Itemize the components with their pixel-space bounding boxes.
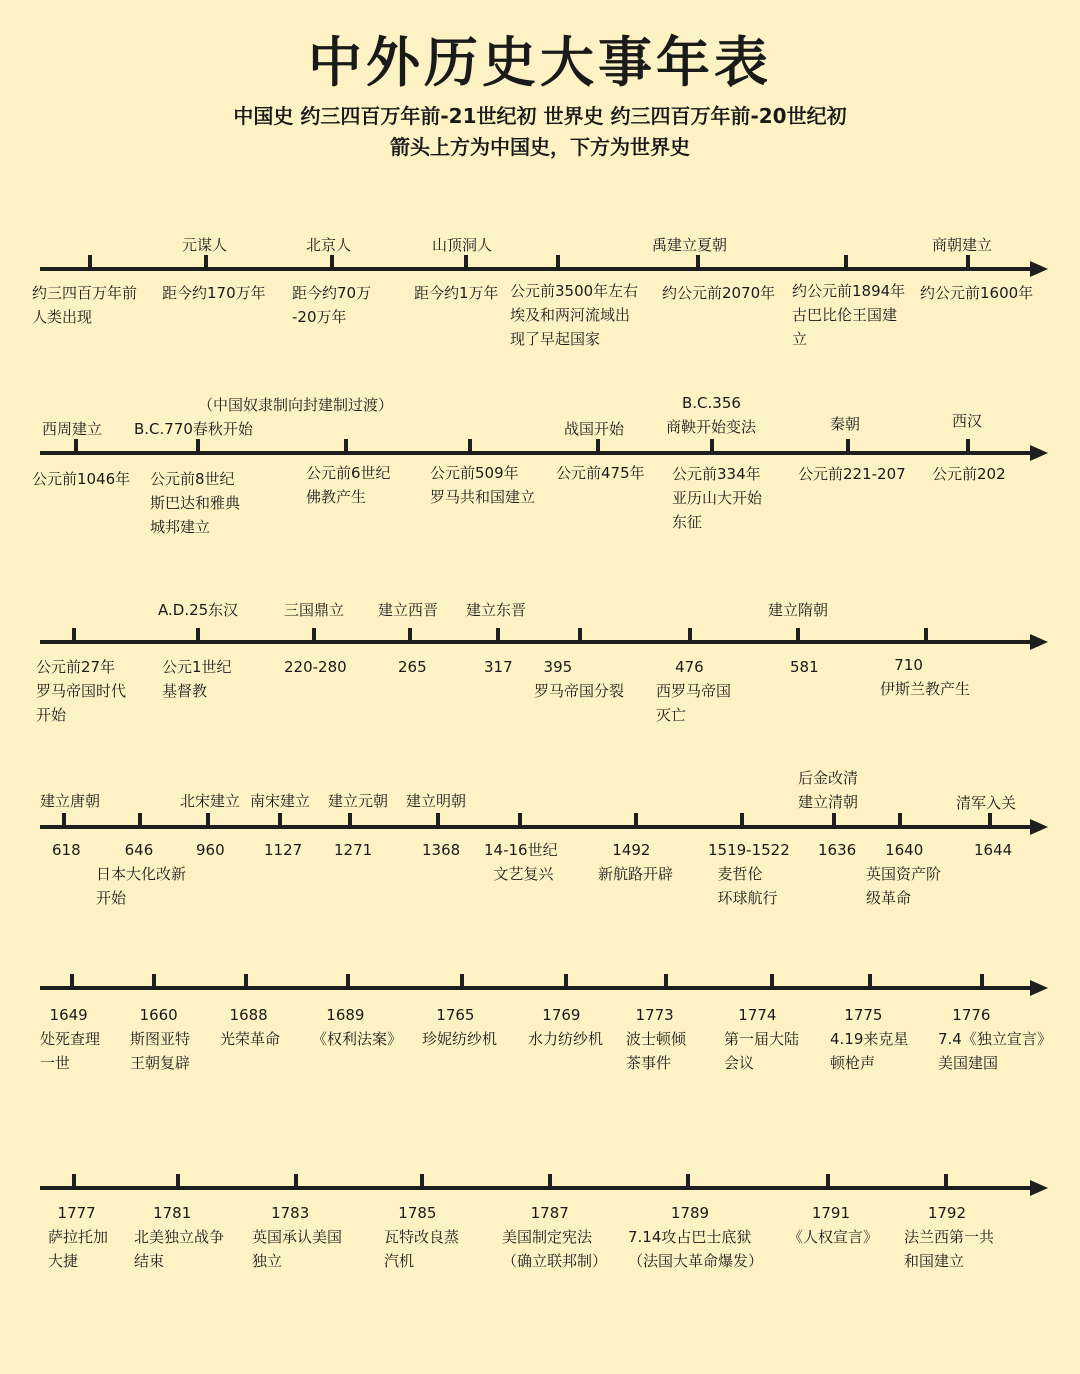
event-label: 公元前8世纪 斯巴达和雅典 城邦建立 bbox=[150, 470, 241, 536]
event-label: 清军入关 bbox=[956, 794, 1017, 812]
timeline-axis bbox=[40, 640, 1032, 644]
subtitle-legend: 箭头上方为中国史，下方为世界史 bbox=[390, 135, 690, 159]
timeline-tick bbox=[152, 974, 156, 988]
timeline-axis bbox=[40, 451, 1032, 455]
timeline-tick bbox=[868, 974, 872, 988]
timeline-tick bbox=[578, 628, 582, 642]
event-label: 1765 珍妮纺纱机 bbox=[422, 1006, 498, 1048]
event-label: 960 bbox=[196, 841, 225, 859]
arrow-head-icon bbox=[1030, 634, 1048, 650]
timeline-tick bbox=[344, 439, 348, 453]
event-label: 476 西罗马帝国 灭亡 bbox=[656, 658, 732, 724]
timeline-tick bbox=[70, 974, 74, 988]
event-label: （中国奴隶制向封建制过渡） bbox=[198, 396, 394, 414]
event-label: 220-280 bbox=[284, 658, 347, 676]
event-label: 建立东晋 bbox=[466, 601, 527, 619]
timeline-tick bbox=[346, 974, 350, 988]
arrow-head-icon bbox=[1030, 980, 1048, 996]
event-label: 1492 新航路开辟 bbox=[598, 841, 674, 883]
timeline-tick bbox=[196, 439, 200, 453]
event-label: B.C.770春秋开始 bbox=[134, 420, 253, 438]
timeline-tick bbox=[348, 813, 352, 827]
timeline-tick bbox=[832, 813, 836, 827]
timeline-tick bbox=[408, 628, 412, 642]
timeline-tick bbox=[88, 255, 92, 269]
timeline-tick bbox=[74, 439, 78, 453]
event-label: 646 日本大化改新 开始 bbox=[96, 841, 187, 907]
event-label: 南宋建立 bbox=[250, 792, 311, 810]
event-label: 1773 波士顿倾 茶事件 bbox=[626, 1006, 687, 1072]
arrow-head-icon bbox=[1030, 819, 1048, 835]
event-label: 北宋建立 bbox=[180, 792, 241, 810]
event-label: 山顶洞人 bbox=[432, 236, 493, 254]
timeline-tick bbox=[244, 974, 248, 988]
event-label: 317 bbox=[484, 658, 513, 676]
event-label: 约公元前1600年 bbox=[920, 284, 1034, 302]
event-label: 581 bbox=[790, 658, 819, 676]
timeline-axis bbox=[40, 986, 1032, 990]
timeline-tick bbox=[770, 974, 774, 988]
timeline-tick bbox=[460, 974, 464, 988]
event-label: 710 伊斯兰教产生 bbox=[880, 656, 971, 698]
timeline-tick bbox=[436, 813, 440, 827]
timeline-tick bbox=[686, 1174, 690, 1188]
timeline-tick bbox=[564, 974, 568, 988]
timeline-tick bbox=[634, 813, 638, 827]
timeline-axis bbox=[40, 267, 1032, 271]
timeline-tick bbox=[518, 813, 522, 827]
timeline-tick bbox=[464, 255, 468, 269]
event-label: 公元1世纪 基督教 bbox=[162, 658, 232, 700]
event-label: 1519-1522 麦哲伦 环球航行 bbox=[708, 841, 790, 907]
timeline-tick bbox=[688, 628, 692, 642]
event-label: B.C.356 bbox=[682, 394, 741, 412]
timeline-tick bbox=[176, 1174, 180, 1188]
event-label: 1781 北美独立战争 结束 bbox=[134, 1204, 225, 1270]
timeline-tick bbox=[138, 813, 142, 827]
event-label: 1688 光荣革命 bbox=[220, 1006, 281, 1048]
event-label: 1791 《人权宣言》 bbox=[788, 1204, 879, 1246]
timeline-tick bbox=[556, 255, 560, 269]
event-label: 约公元前1894年 古巴比伦王国建 立 bbox=[792, 282, 906, 348]
timeline-tick bbox=[710, 439, 714, 453]
event-label: 1783 英国承认美国 独立 bbox=[252, 1204, 343, 1270]
timeline-tick bbox=[826, 1174, 830, 1188]
event-label: 1689 《权利法案》 bbox=[312, 1006, 403, 1048]
timeline-tick bbox=[966, 255, 970, 269]
event-label: 公元前509年 罗马共和国建立 bbox=[430, 464, 536, 506]
event-label: 公元前6世纪 佛教产生 bbox=[306, 464, 391, 506]
event-label: 商朝建立 bbox=[932, 236, 993, 254]
event-label: 西周建立 bbox=[42, 420, 103, 438]
timeline-tick bbox=[196, 628, 200, 642]
event-label: 建立明朝 bbox=[406, 792, 467, 810]
timeline-tick bbox=[278, 813, 282, 827]
event-label: 距今约170万年 bbox=[162, 284, 266, 302]
timeline-tick bbox=[204, 255, 208, 269]
event-label: 距今约1万年 bbox=[414, 284, 499, 302]
timeline-tick bbox=[844, 255, 848, 269]
event-label: 1644 bbox=[974, 841, 1013, 859]
event-label: 建立元朝 bbox=[328, 792, 389, 810]
timeline-tick bbox=[420, 1174, 424, 1188]
event-label: 三国鼎立 bbox=[284, 601, 345, 619]
event-label: 约三四百万年前 人类出现 bbox=[32, 284, 138, 326]
event-label: 1775 4.19来克星 顿枪声 bbox=[830, 1006, 909, 1072]
timeline-tick bbox=[796, 628, 800, 642]
arrow-head-icon bbox=[1030, 261, 1048, 277]
arrow-head-icon bbox=[1030, 445, 1048, 461]
timeline-tick bbox=[62, 813, 66, 827]
timeline-tick bbox=[294, 1174, 298, 1188]
timeline-tick bbox=[312, 628, 316, 642]
event-label: 1640 英国资产阶 级革命 bbox=[866, 841, 942, 907]
event-label: 1789 7.14攻占巴士底狱 （法国大革命爆发） bbox=[628, 1204, 764, 1270]
event-label: A.D.25东汉 bbox=[158, 601, 239, 619]
timeline-tick bbox=[696, 255, 700, 269]
timeline-axis bbox=[40, 1186, 1032, 1190]
timeline-tick bbox=[72, 628, 76, 642]
event-label: 265 bbox=[398, 658, 427, 676]
event-label: 公元前1046年 bbox=[32, 470, 131, 488]
event-label: 公元前202 bbox=[932, 465, 1006, 483]
event-label: 1787 美国制定宪法 （确立联邦制） bbox=[502, 1204, 608, 1270]
event-label: 公元前475年 bbox=[556, 464, 645, 482]
event-label: 北京人 bbox=[306, 236, 352, 254]
event-label: 1776 7.4《独立宣言》 美国建国 bbox=[938, 1006, 1052, 1072]
timeline-tick bbox=[980, 974, 984, 988]
page-title: 中外历史大事年表 bbox=[308, 31, 772, 94]
event-label: 后金改清 建立清朝 bbox=[798, 769, 859, 811]
timeline-tick bbox=[468, 439, 472, 453]
timeline-tick bbox=[846, 439, 850, 453]
event-label: 建立西晋 bbox=[378, 601, 439, 619]
event-label: 395 罗马帝国分裂 bbox=[534, 658, 625, 700]
timeline-tick bbox=[548, 1174, 552, 1188]
event-label: 公元前27年 罗马帝国时代 开始 bbox=[36, 658, 127, 724]
event-label: 秦朝 bbox=[830, 415, 861, 433]
event-label: 14-16世纪 文艺复兴 bbox=[484, 841, 558, 883]
event-label: 公元前221-207 bbox=[798, 465, 906, 483]
event-label: 西汉 bbox=[952, 412, 983, 430]
timeline-tick bbox=[596, 439, 600, 453]
timeline-tick bbox=[330, 255, 334, 269]
event-label: 1774 第一届大陆 会议 bbox=[724, 1006, 800, 1072]
event-label: 1785 瓦特改良蒸 汽机 bbox=[384, 1204, 460, 1270]
event-label: 1636 bbox=[818, 841, 857, 859]
subtitle-scope: 中国史 约三四百万年前-21世纪初 世界史 约三四百万年前-20世纪初 bbox=[233, 104, 847, 128]
timeline-tick bbox=[72, 1174, 76, 1188]
event-label: 战国开始 bbox=[564, 420, 625, 438]
event-label: 1660 斯图亚特 王朝复辟 bbox=[130, 1006, 191, 1072]
timeline-tick bbox=[664, 974, 668, 988]
event-label: 1649 处死查理 一世 bbox=[40, 1006, 101, 1072]
event-label: 1769 水力纺纱机 bbox=[528, 1006, 604, 1048]
event-label: 元谋人 bbox=[182, 236, 228, 254]
event-label: 1127 bbox=[264, 841, 303, 859]
event-label: 建立隋朝 bbox=[768, 601, 829, 619]
event-label: 约公元前2070年 bbox=[662, 284, 776, 302]
event-label: 公元前3500年左右 埃及和两河流域出 现了早起国家 bbox=[510, 282, 639, 348]
timeline-tick bbox=[740, 813, 744, 827]
timeline-tick bbox=[924, 628, 928, 642]
event-label: 618 bbox=[52, 841, 81, 859]
timeline-axis bbox=[40, 825, 1032, 829]
timeline-tick bbox=[898, 813, 902, 827]
timeline-tick bbox=[206, 813, 210, 827]
event-label: 商鞅开始变法 bbox=[666, 418, 757, 436]
event-label: 公元前334年 亚历山大开始 东征 bbox=[672, 465, 763, 531]
arrow-head-icon bbox=[1030, 1180, 1048, 1196]
timeline-tick bbox=[988, 813, 992, 827]
event-label: 1777 萨拉托加 大捷 bbox=[48, 1204, 109, 1270]
event-label: 1368 bbox=[422, 841, 461, 859]
event-label: 建立唐朝 bbox=[40, 792, 101, 810]
event-label: 禹建立夏朝 bbox=[652, 236, 728, 254]
timeline-tick bbox=[944, 1174, 948, 1188]
timeline-tick bbox=[496, 628, 500, 642]
timeline-tick bbox=[966, 439, 970, 453]
event-label: 距今约70万 -20万年 bbox=[292, 284, 372, 326]
event-label: 1792 法兰西第一共 和国建立 bbox=[904, 1204, 995, 1270]
event-label: 1271 bbox=[334, 841, 373, 859]
